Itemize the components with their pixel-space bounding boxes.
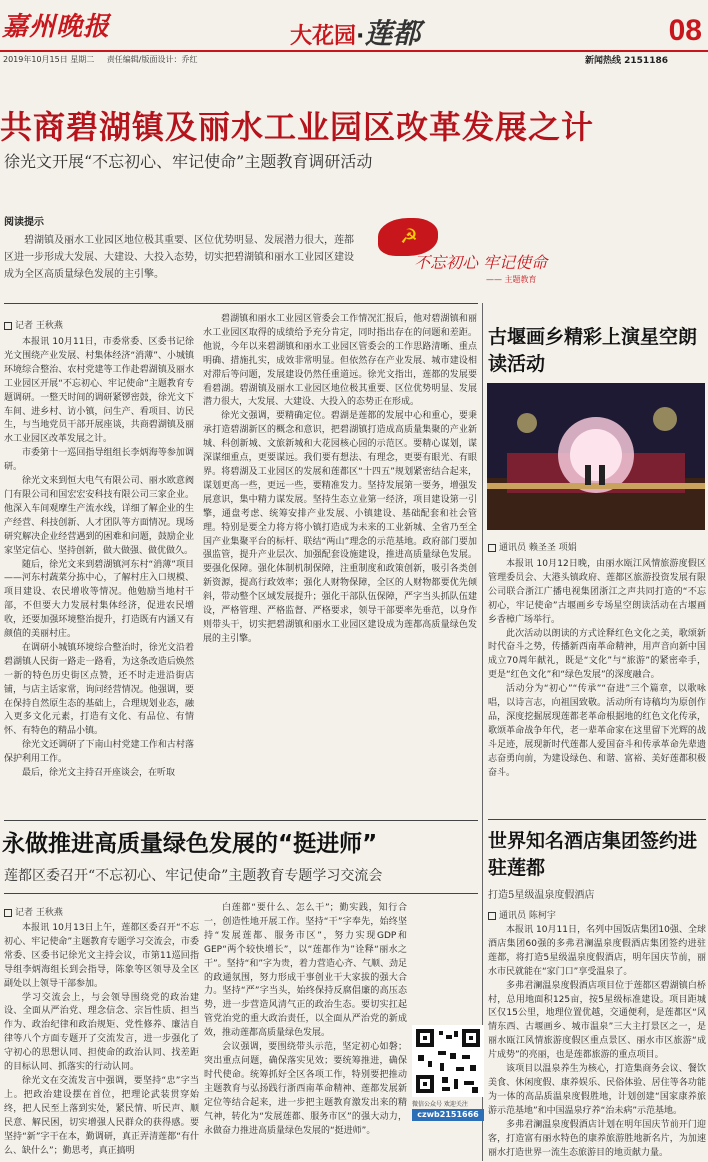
byline: 记者 王秋燕 [4, 318, 63, 331]
hammer-sickle-icon: ☭ [400, 224, 418, 248]
paragraph: 会议强调，要围绕带头示范，坚定初心如磐；突出重点问题，确保落实见效；要统筹推进，确保时代使命。统筹抓好全区各项工作，特别要把推动主题教育与弘扬践行浙西南革命精神、莲都发展新定位等结合起来，进一步把主题教育激发出来的精气神，转化为“发展莲都、服务市区”的强大动力，永做奋力推进高质量绿色发展的“挺进师”。 [204, 1042, 407, 1136]
section-title-dot: · [356, 24, 365, 49]
paragraph: 活动分为“初心”“传承”“奋进”三个篇章，以歌咏唱，以诗言志，向祖国致敬。活动所有诗稿均为原创作品，深度挖掘展现莲都老革命根据地的红色文化传承，歌颂革命战争年代，老一辈革命家在这里留下光辉的战斗足迹，展现新时代莲都人爱国奋斗和传承革命先辈遗志奋勇向前，为建设绿色、和谐、富裕、美好莲都积极奋斗。 [488, 684, 706, 778]
story3-body [488, 924, 706, 1158]
paragraph: 随后，徐光文来到碧湖镇河东村“消薄”项目——河东村蔬菜分拣中心，了解村庄入口规模、项目建设、农民增收等情况。他勉励当地村干部，不但要大力发展村集体经济，促进农民增收，还要加强环境整治提升，打造既有内涵又有颜值的美丽村庄。 [4, 559, 194, 640]
paragraph: 在调研小城镇环境综合整治时，徐光文沿着碧湖镇人民街一路走一路看，为这条改造后焕然一新的特色历史街区点赞，还不时走进沿街店铺，与店主话家常，询问经营情况。他强调，要在保持自然原生态的基础上，合理规划业态，融入更多文化元素，打造有文化、有品位、有情怀、有特色的精品小镇。 [4, 642, 194, 737]
paragraph: 徐光文在交流发言中强调，要坚持“忠”字当上。把政治建设摆在首位，把理论武装贯穿始终，把人民至上落到实处，紧民情、听民声、顺民意、解民困，切实增强人民群众的获得感。要坚持“新”字干在本，勤调研，真正弄清莲都“有什么、缺什么”；勤思考，真正搞明 [4, 1075, 199, 1156]
masthead [0, 0, 708, 64]
newspaper-logo: 嘉州晚报 [2, 12, 111, 42]
paragraph: 本报讯 10月11日，名列中国饭店集团10强、全球酒店集团60强的多弗君澜温泉度假酒店集团签约进驻莲都，将打造5星级温泉度假酒店，明年国庆节前，丽水市民就能在“家门口”享受温泉了。 [488, 925, 706, 977]
issue-date: 2019年10月15日 星期二 [3, 55, 95, 64]
story2-body [488, 558, 706, 816]
lead-body: 碧湖镇及丽水工业园区地位极其重要、区位优势明显、发展潜力很大，莲都区进一步形成大发展、大建设、大投入态势，切实把碧湖镇和丽水工业园区建设成为全区高质量绿色发展的主引擎。 [4, 235, 354, 280]
masthead-info [3, 54, 208, 65]
paragraph: 碧湖镇和丽水工业园区管委会工作情况汇报后，他对碧湖镇和丽水工业园区取得的成绩给予充分肯定，同时指出存在的问题和差距。他说，今年以来碧湖镇和丽水工业园区管委会的工作思路清晰、重点明确、措施扎实，成效非常明显。但依然存在产业发展、城市建设相对滞后等问题，发展建设仍然任重道远。徐光文指出，莲都的发展要看碧湖。碧湖镇及丽水工业园区地位极其重要、区位优势明显、发展潜力很大，大发展、大建设、大投入的态势正在形成。 [203, 314, 477, 408]
story4-column-2 [204, 902, 407, 1160]
masthead-rule [0, 50, 708, 52]
qr-tag: czwb2151666 [412, 1109, 484, 1121]
slogan-graphic [370, 210, 610, 286]
qr-code[interactable] [412, 1025, 484, 1097]
paragraph: 本报讯 10月13日上午，莲都区委召开“不忘初心、牢记使命”主题教育专题学习交流会，市委常委、区委书记徐光文主持会议，市第11巡回指导组李炳海组长到会指导，陈象等区领导及全区副处以上领导干部参加。 [4, 923, 199, 989]
story3-byline: 通讯员 陈柯宇 [488, 908, 556, 921]
story2-byline: 通讯员 赖圣圣 项娟 [488, 540, 577, 553]
section-title-b: 莲都 [364, 17, 421, 50]
event-photo [487, 383, 705, 530]
section-title-a: 大花园 [290, 24, 357, 49]
divider [488, 819, 706, 820]
paragraph: 市委第十一巡回指导组组长李炳海等参加调研。 [4, 448, 194, 473]
page-number: 08 [668, 14, 702, 47]
slogan-text: 不忘初心 牢记使命 [414, 253, 548, 272]
story4-column-1 [4, 922, 199, 1160]
paragraph: 多弗君澜温泉度假酒店计划在明年国庆节前开门迎客，打造富有丽水特色的康养旅游胜地新名片，为加速丽水打造世界一流生态旅游目的地贡献力量。 [488, 1119, 706, 1158]
main-subhead: 徐光文开展“不忘初心、牢记使命”主题教育调研活动 [4, 152, 373, 171]
story3-subtitle: 打造5星级温泉度假酒店 [488, 890, 595, 901]
story3-title: 世界知名酒店集团签约进驻莲都 [488, 830, 698, 879]
paragraph: 本报讯 10月12日晚，由丽水瓯江风情旅游度假区管理委员会、大港头镇政府、莲都区旅游投资发展有限公司联合浙江广播电视集团浙江之声共同打造的“不忘初心，牢记使命”古堰画乡专场星空朗读活动在古堰画乡香樟广场举行。 [488, 559, 706, 625]
paragraph: 白莲都“要什么、怎么干”；勤实践，知行合一，创造性地开展工作。坚持“干”字奉先，始终坚持“发展莲都、服务市区”，努力实现GDP和GEP“两个较快增长”，以“莲都作为”诠释“丽水之干”。坚持“和”字为贵，着力营造心齐、气顺、劲足的政通氛围，努力形成干事创业干大家拔的强大合力。坚持“严”字当头，始终保持反腐倡廉的高压态势，进一步营造风清气正的政治生态。要切实扛起管党治党的重大政治责任，以全面从严治党的新成效，推动莲都高质量绿色发展。 [204, 903, 407, 1039]
divider [4, 303, 478, 304]
lead-title: 阅读提示 [4, 217, 44, 228]
qr-label: 微信公众号 欢迎关注 [412, 1101, 468, 1108]
paragraph: 徐光文强调，要精确定位。碧湖是莲都的发展中心和重心，要秉承打造碧湖新区的概念和意识，把碧湖镇打造成高质量集聚的产业新城、科创新城、文旅新城和大花园核心园的示范区。要精心谋划，谋深谋细重点，更要谋远。我们要有想法、有理念，更要有眼光、有眼界。将碧湖及工业园区的发展和莲都区“十四五”规划紧密结合起来，谋划更高一些，更远一些，要精准发力。坚持发展第一要务，增强发展意识，集中精力谋发展。坚持生态立业第一经济，项目建设第一引擎，通盘考虑、统筹安排产业发展、小镇建设、基础配套和社会管理。特别是要全力将方将小镇打造成为未来的工业新城、全省乃至全国产业集聚平台的标杆、联结“两山”理念的示范基地。政府部门要加强监管，提升产业层次、加强配套设施建设，推进高质量绿色发展。要强化保障。强化体制机制保障，注重制度和政策创新，吸引各类创新资源，提高行政效率；强化人财物保障，全区的人财物都要优先倾斜，带动整个区域发展提升；强化干部队伍保障，严字当头抓队伍建设，严格管理、严格监督、严格要求，领导干部要率先垂范，以身作则带头干，切实把碧湖镇和丽水工业园区建设成为莲都高质量绿色发展的主引擎。 [203, 411, 477, 644]
paragraph: 本报讯 10月11日，市委常委、区委书记徐光文围绕产业发展、村集体经济“消薄”、小城镇环境综合整治、农村党建等工作赴碧湖镇及丽水工业园区开展“不忘初心、牢记使命”主题教育专题调研。一整天时间的调研紧锣密鼓，徐光文下车间、进乡村、访小镇，问生产、看项目、访民生，与当地党员干部开展座谈，共商碧湖镇及丽水工业园区改革发展之计。 [4, 337, 194, 445]
divider [4, 820, 478, 821]
news-hotline: 新闻热线 2151186 [585, 56, 668, 66]
article-column-2 [203, 313, 477, 825]
paragraph: 多弗君澜温泉度假酒店项目位于莲都区碧湖镇白桥村，总用地面积125亩，按5星级标准建设。项目距城区仅15公里，地理位置优越，交通便利，是莲都区“风情东西、古堰画乡、城市温泉”三大主打景区之一，是丽水瓯江风情旅游度假区重点景区、丽水市区旅游“成片成势”的亮丽，也是莲都旅游的重点项目。 [488, 980, 706, 1061]
article-column-1 [4, 336, 194, 822]
paragraph: 该项目以温泉养生为核心，打造集商务会议、餐饮美食、休闲度假、康养娱乐、民俗体验、居住等各功能为一体的高品质温泉度假胜地，计划创建“国家康养旅游示范基地”和中国温泉疗养“治未病”示范基地。 [488, 1064, 706, 1116]
story4-byline: 记者 王秋燕 [4, 905, 63, 918]
paragraph: 徐光文来到恒大电气有限公司、丽水欧意阀门有限公司和国宏宏安科技有限公司三家企业。他深入车间观摩生产流水线，详细了解企业的生产经营、科技创新、人才团队等方面情况。现场研究解决企业经营遇到的困难和问题，鼓励企业家坚定信心、坚持创新，做大做强、做优做久。 [4, 476, 194, 556]
story2-title: 古堰画乡精彩上演星空朗读活动 [488, 326, 698, 375]
paragraph: 徐光文还调研了下南山村党建工作和古村落保护利用工作。 [4, 740, 194, 765]
main-headline: 共商碧湖镇及丽水工业园区改革发展之计 [0, 108, 595, 146]
divider [4, 893, 478, 894]
editor-credit: 责任编辑/版面设计：乔红 [106, 55, 198, 64]
paragraph: 最后，徐光文主持召开座谈会，在听取 [22, 768, 176, 779]
story4-title: 永做推进高质量绿色发展的“挺进师” [2, 831, 378, 857]
section-title [290, 12, 420, 52]
slogan-subtext: —— 主题教育 [486, 275, 537, 284]
paragraph: 学习交流会上，与会领导围绕党的政治建设、全面从严治党、理念信念、宗旨性质、担当作为、政治纪律和政治规矩、党性修养、廉洁自律等八个方面专题开了交流发言，进一步强化了守初心的思想认同、担使命的政治认同、找差距的目标认同、抓落实的行动认同。 [4, 992, 199, 1073]
paragraph: 此次活动以朗读的方式诠释红色文化之美，歌颂新时代奋斗之势，传播新西南革命精神，用声音向新中国成立70周年献礼，既是“文化”与“旅游”的紧密牵手，更是“红色文化”和“绿色发展”的深度融合。 [488, 628, 706, 681]
story4-subtitle: 莲都区委召开“不忘初心、牢记使命”主题教育专题学习交流会 [4, 868, 383, 884]
